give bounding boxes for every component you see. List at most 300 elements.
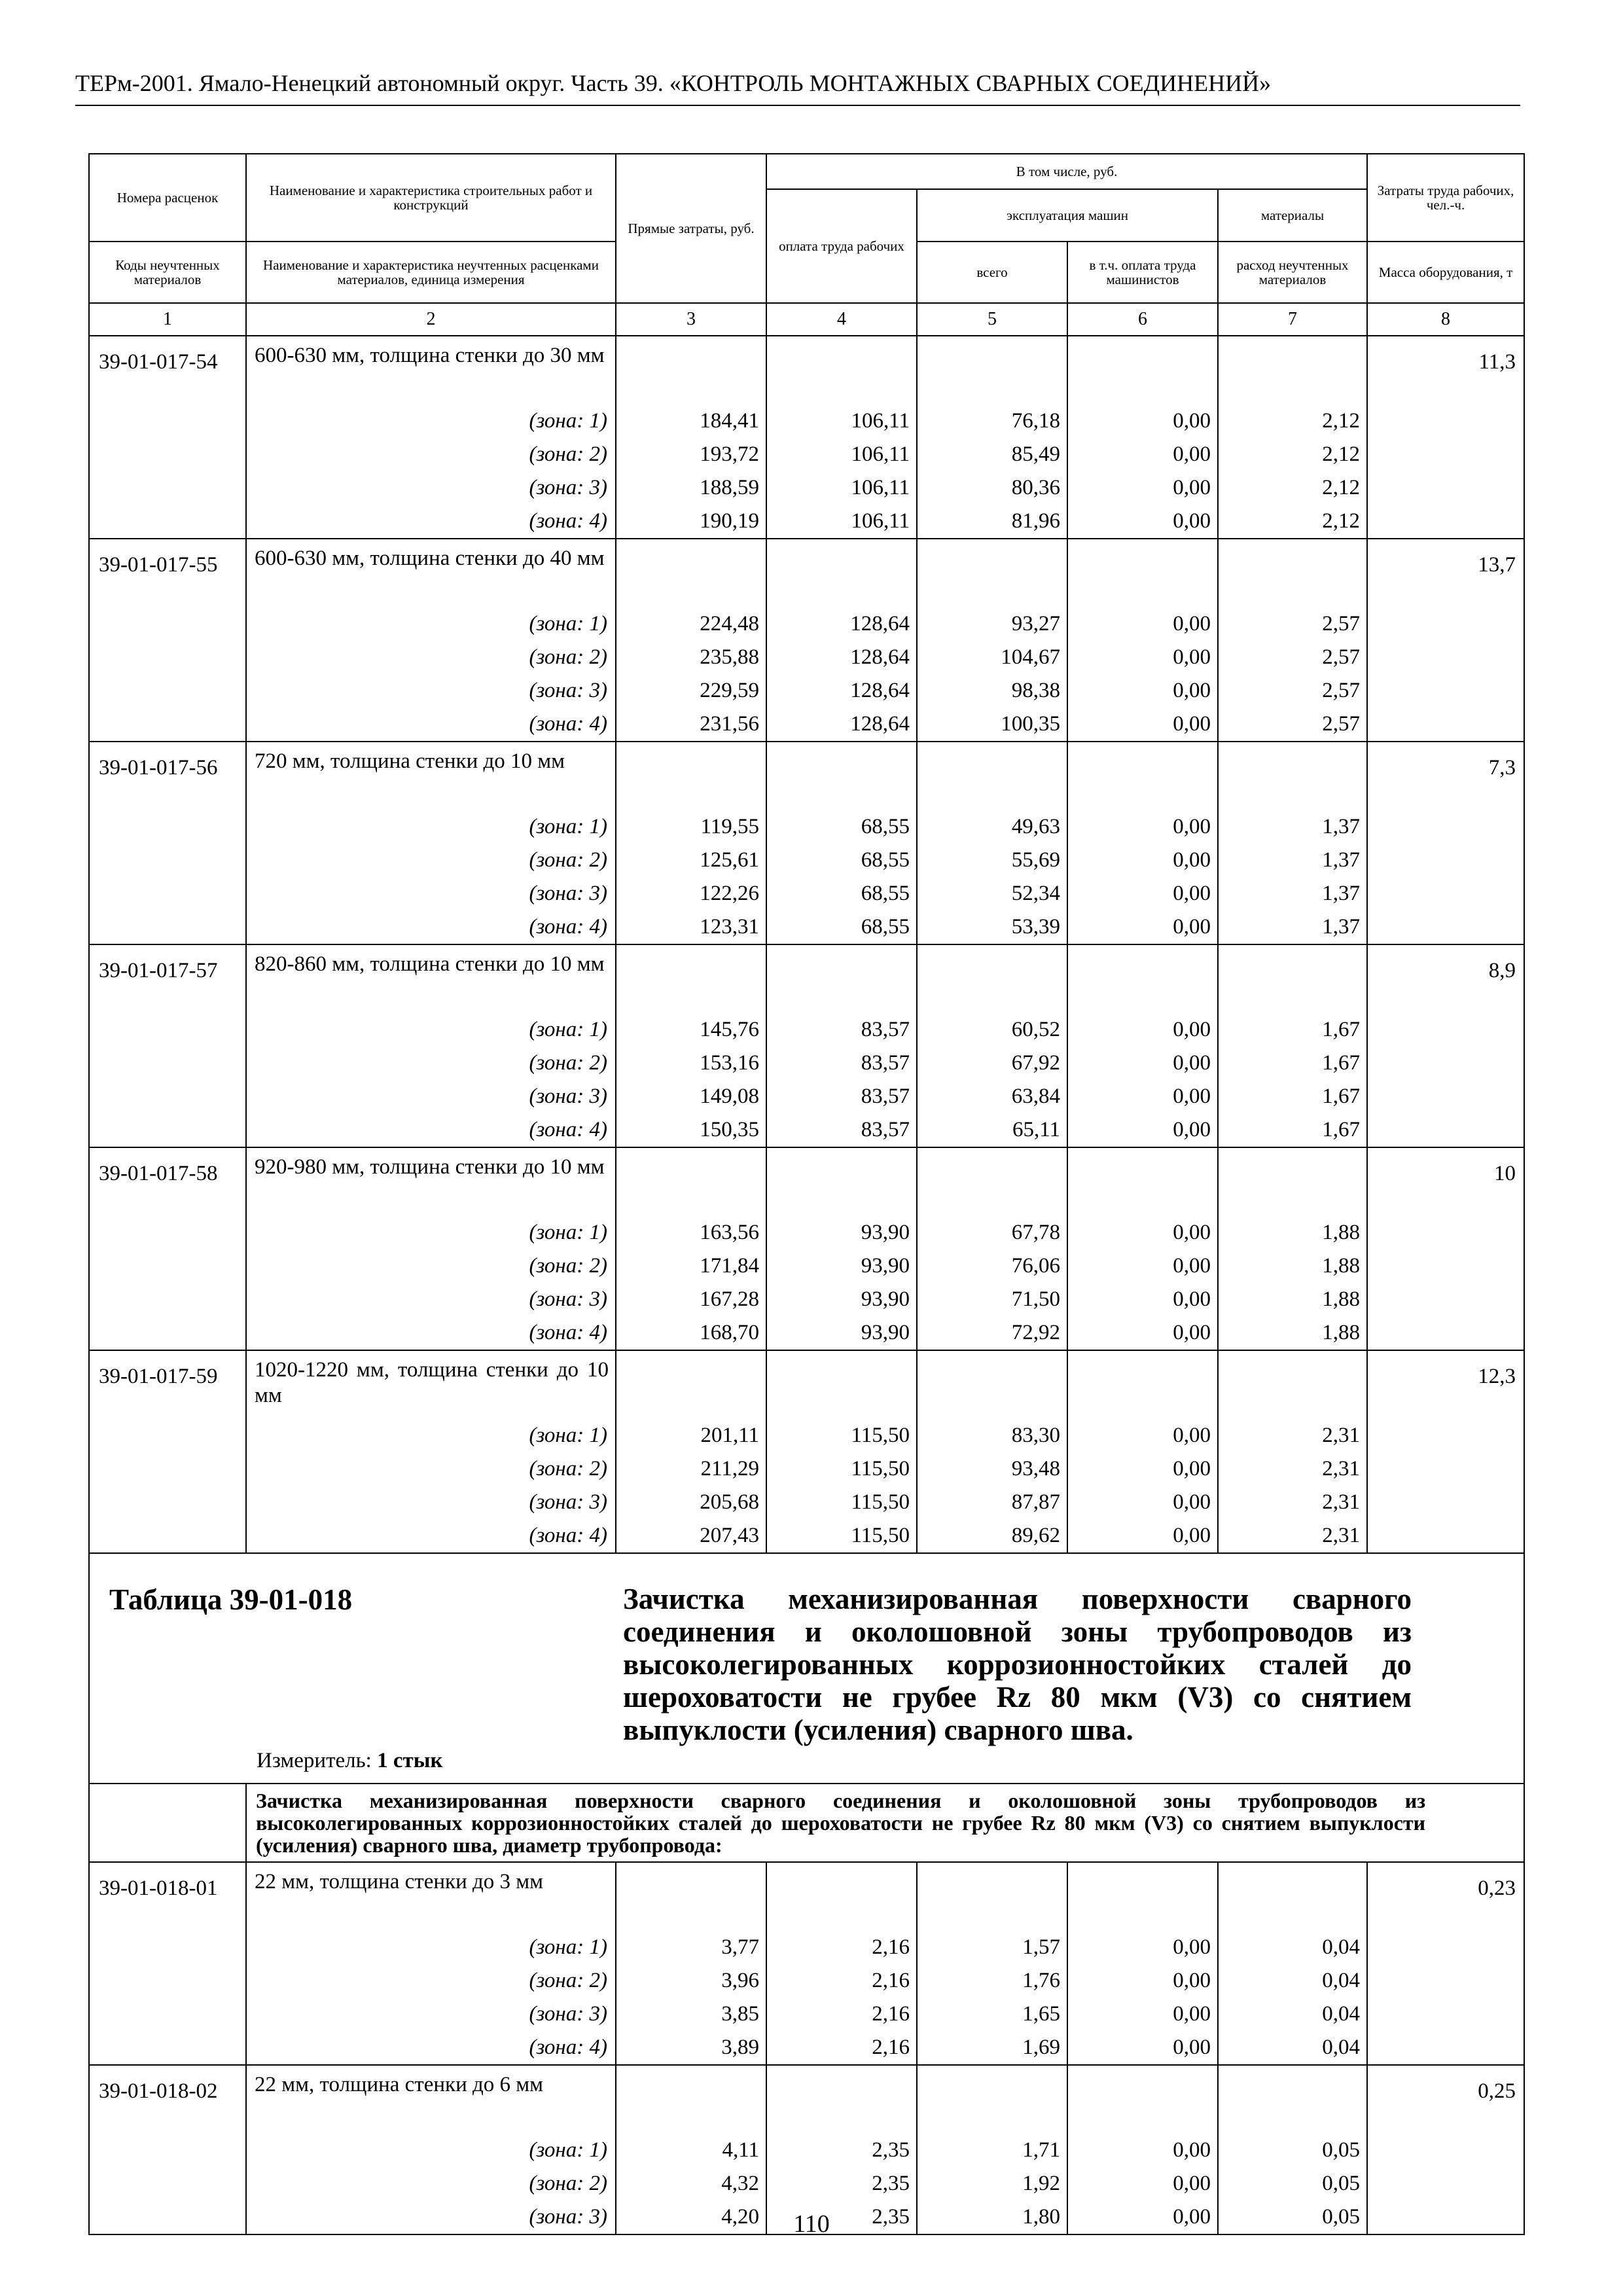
empty-cell [89, 1419, 246, 1452]
col-materials-header: материалы [1218, 189, 1367, 242]
empty-cell [1218, 539, 1367, 607]
zone-label: (зона: 4) [246, 505, 616, 539]
labor-cost: 0,23 [1367, 1862, 1524, 1931]
labor-pay: 93,90 [766, 1249, 917, 1283]
direct-cost: 235,88 [616, 641, 766, 674]
direct-cost: 168,70 [616, 1316, 766, 1350]
empty-cell [1367, 1216, 1524, 1249]
machines-total: 76,06 [917, 1249, 1067, 1283]
rate-description: 600-630 мм, толщина стенки до 40 мм [246, 539, 616, 607]
labor-pay: 106,11 [766, 404, 917, 438]
empty-cell [89, 1047, 246, 1080]
machines-operator-pay: 0,00 [1067, 708, 1218, 742]
empty-cell [89, 505, 246, 539]
zone-row [89, 1931, 1524, 1964]
empty-cell [1218, 944, 1367, 1013]
materials-cost: 1,67 [1218, 1113, 1367, 1147]
materials-cost: 0,04 [1218, 2031, 1367, 2065]
machines-operator-pay: 0,00 [1067, 2200, 1218, 2234]
empty-cell [89, 1519, 246, 1553]
empty-cell [766, 539, 917, 607]
zone-row [89, 607, 1524, 641]
empty-cell [89, 404, 246, 438]
rate-row [89, 539, 1524, 607]
machines-total: 72,92 [917, 1316, 1067, 1350]
zone-label: (зона: 2) [246, 1452, 616, 1486]
rate-description: 22 мм, толщина стенки до 6 мм [246, 2065, 616, 2134]
machines-total: 100,35 [917, 708, 1067, 742]
machines-operator-pay: 0,00 [1067, 607, 1218, 641]
machines-operator-pay: 0,00 [1067, 1216, 1218, 1249]
empty-cell [1367, 1249, 1524, 1283]
materials-cost: 1,37 [1218, 844, 1367, 877]
column-number: 3 [616, 303, 766, 336]
rate-code: 39-01-017-58 [89, 1147, 246, 1216]
machines-operator-pay: 0,00 [1067, 2134, 1218, 2167]
materials-cost: 0,05 [1218, 2167, 1367, 2200]
machines-total: 104,67 [917, 641, 1067, 674]
zone-row [89, 1998, 1524, 2031]
column-number: 7 [1218, 303, 1367, 336]
rate-code: 39-01-017-56 [89, 742, 246, 810]
header-rule [75, 105, 1520, 106]
materials-cost: 1,88 [1218, 1249, 1367, 1283]
col-material-name-header: Наименование и характеристика неучтенных расценками материалов, единица измерения [246, 242, 616, 303]
empty-cell [1218, 1350, 1367, 1419]
empty-cell [1367, 910, 1524, 944]
empty-cell [89, 2031, 246, 2065]
empty-cell [1367, 1316, 1524, 1350]
zone-row [89, 1047, 1524, 1080]
empty-cell [766, 944, 917, 1013]
zone-label: (зона: 2) [246, 1047, 616, 1080]
direct-cost: 3,96 [616, 1964, 766, 1998]
empty-cell [1218, 2065, 1367, 2134]
zone-label: (зона: 4) [246, 2031, 616, 2065]
machines-operator-pay: 0,00 [1067, 1519, 1218, 1553]
machines-total: 49,63 [917, 810, 1067, 844]
materials-cost: 2,57 [1218, 607, 1367, 641]
labor-pay: 93,90 [766, 1316, 917, 1350]
zone-label: (зона: 1) [246, 810, 616, 844]
labor-cost: 8,9 [1367, 944, 1524, 1013]
empty-cell [1367, 2134, 1524, 2167]
direct-cost: 193,72 [616, 438, 766, 471]
labor-pay: 83,57 [766, 1047, 917, 1080]
empty-cell [1367, 1998, 1524, 2031]
labor-pay: 115,50 [766, 1419, 917, 1452]
zone-label: (зона: 1) [246, 404, 616, 438]
empty-cell [1367, 1452, 1524, 1486]
rates-017-body [89, 336, 1524, 1553]
direct-cost: 205,68 [616, 1486, 766, 1519]
labor-cost: 10 [1367, 1147, 1524, 1216]
materials-cost: 2,31 [1218, 1519, 1367, 1553]
labor-cost: 12,3 [1367, 1350, 1524, 1419]
zone-row [89, 674, 1524, 708]
machines-operator-pay: 0,00 [1067, 505, 1218, 539]
machines-operator-pay: 0,00 [1067, 1931, 1218, 1964]
empty-cell [89, 810, 246, 844]
empty-cell [1067, 944, 1218, 1013]
empty-cell [89, 1452, 246, 1486]
labor-cost: 0,25 [1367, 2065, 1524, 2134]
empty-cell [1067, 1862, 1218, 1931]
empty-cell [1367, 1080, 1524, 1113]
measure-label: Измеритель: [257, 1749, 372, 1772]
labor-pay: 93,90 [766, 1283, 917, 1316]
machines-operator-pay: 0,00 [1067, 404, 1218, 438]
direct-cost: 3,89 [616, 2031, 766, 2065]
labor-pay: 115,50 [766, 1486, 917, 1519]
machines-total: 1,57 [917, 1931, 1067, 1964]
labor-pay: 83,57 [766, 1013, 917, 1047]
empty-cell [1367, 1964, 1524, 1998]
direct-cost: 4,11 [616, 2134, 766, 2167]
empty-cell [89, 708, 246, 742]
zone-label: (зона: 4) [246, 1316, 616, 1350]
materials-cost: 2,31 [1218, 1486, 1367, 1519]
direct-cost: 3,77 [616, 1931, 766, 1964]
zone-label: (зона: 3) [246, 877, 616, 910]
labor-cost: 7,3 [1367, 742, 1524, 810]
empty-cell [1367, 438, 1524, 471]
zone-row [89, 2167, 1524, 2200]
labor-pay: 115,50 [766, 1519, 917, 1553]
zone-row [89, 1964, 1524, 1998]
machines-total: 98,38 [917, 674, 1067, 708]
zone-row [89, 810, 1524, 844]
empty-cell [1367, 1047, 1524, 1080]
empty-cell [616, 2065, 766, 2134]
zone-row [89, 1486, 1524, 1519]
rate-code: 39-01-018-01 [89, 1862, 246, 1931]
empty-cell [616, 944, 766, 1013]
materials-cost: 2,12 [1218, 471, 1367, 505]
empty-cell [89, 2167, 246, 2200]
empty-cell [616, 1862, 766, 1931]
zone-row [89, 1216, 1524, 1249]
zone-label: (зона: 4) [246, 910, 616, 944]
empty-cell [1218, 1147, 1367, 1216]
machines-operator-pay: 0,00 [1067, 1316, 1218, 1350]
materials-cost: 1,67 [1218, 1047, 1367, 1080]
zone-row [89, 1080, 1524, 1113]
empty-cell [917, 1862, 1067, 1931]
rate-description: 1020-1220 мм, толщина стенки до 10 мм [246, 1350, 616, 1419]
zone-label: (зона: 1) [246, 1931, 616, 1964]
machines-total: 80,36 [917, 471, 1067, 505]
col-machines-total-header: всего [917, 242, 1067, 303]
direct-cost: 149,08 [616, 1080, 766, 1113]
direct-cost: 201,11 [616, 1419, 766, 1452]
column-number: 5 [917, 303, 1067, 336]
empty-cell [616, 742, 766, 810]
materials-cost: 1,37 [1218, 810, 1367, 844]
rate-row [89, 1147, 1524, 1216]
machines-operator-pay: 0,00 [1067, 1452, 1218, 1486]
labor-pay: 128,64 [766, 607, 917, 641]
direct-cost: 224,48 [616, 607, 766, 641]
machines-operator-pay: 0,00 [1067, 1047, 1218, 1080]
empty-cell [1367, 1113, 1524, 1147]
machines-total: 55,69 [917, 844, 1067, 877]
direct-cost: 167,28 [616, 1283, 766, 1316]
machines-operator-pay: 0,00 [1067, 438, 1218, 471]
materials-cost: 1,88 [1218, 1316, 1367, 1350]
machines-operator-pay: 0,00 [1067, 1013, 1218, 1047]
zone-label: (зона: 3) [246, 1998, 616, 2031]
empty-cell [1367, 708, 1524, 742]
empty-cell [89, 1249, 246, 1283]
empty-cell [1367, 607, 1524, 641]
zone-row [89, 844, 1524, 877]
rate-description: 820-860 мм, толщина стенки до 10 мм [246, 944, 616, 1013]
empty-cell [1367, 1519, 1524, 1553]
page-number: 110 [793, 2210, 830, 2238]
table-018-label: Таблица 39-01-018 [109, 1583, 353, 1616]
table-018-heading: Зачистка механизированная поверхности сварного соединения и околошовной зоны трубопроводов из высоколегированных коррозионностойких сталей до шероховатости не грубее Rz 80 мкм (V3) со снятием выпуклости (усиления) сварного шва. [623, 1583, 1412, 1746]
labor-pay: 83,57 [766, 1080, 917, 1113]
included-header: В том числе, руб. [766, 154, 1367, 189]
empty-cell [917, 742, 1067, 810]
labor-cost: 13,7 [1367, 539, 1524, 607]
materials-cost: 2,12 [1218, 438, 1367, 471]
empty-cell [1367, 1931, 1524, 1964]
machines-total: 93,48 [917, 1452, 1067, 1486]
empty-cell [1367, 2167, 1524, 2200]
machines-total: 60,52 [917, 1013, 1067, 1047]
machines-operator-pay: 0,00 [1067, 1080, 1218, 1113]
column-number: 2 [246, 303, 616, 336]
empty-cell [89, 877, 246, 910]
empty-cell [89, 1080, 246, 1113]
zone-label: (зона: 3) [246, 674, 616, 708]
empty-cell [766, 336, 917, 404]
labor-pay: 106,11 [766, 471, 917, 505]
materials-cost: 1,37 [1218, 877, 1367, 910]
empty-cell [89, 607, 246, 641]
labor-pay: 93,90 [766, 1216, 917, 1249]
empty-cell [89, 844, 246, 877]
labor-pay: 2,16 [766, 1964, 917, 1998]
col-materials-use-header: расход неучтенных материалов [1218, 242, 1367, 303]
labor-pay: 128,64 [766, 641, 917, 674]
direct-cost: 4,20 [616, 2200, 766, 2234]
empty-cell [89, 1316, 246, 1350]
empty-cell [1067, 742, 1218, 810]
rate-code: 39-01-017-55 [89, 539, 246, 607]
empty-cell [89, 1486, 246, 1519]
rate-row [89, 742, 1524, 810]
col-work-name-header: Наименование и характеристика строительных работ и конструкций [246, 154, 616, 242]
empty-cell [917, 1350, 1067, 1419]
direct-cost: 4,32 [616, 2167, 766, 2200]
zone-row [89, 438, 1524, 471]
labor-pay: 68,55 [766, 844, 917, 877]
empty-cell [766, 1350, 917, 1419]
machines-operator-pay: 0,00 [1067, 1113, 1218, 1147]
machines-total: 76,18 [917, 404, 1067, 438]
machines-total: 1,92 [917, 2167, 1067, 2200]
direct-cost: 188,59 [616, 471, 766, 505]
empty-cell [89, 438, 246, 471]
machines-operator-pay: 0,00 [1067, 844, 1218, 877]
machines-operator-pay: 0,00 [1067, 1486, 1218, 1519]
materials-cost: 0,04 [1218, 1998, 1367, 2031]
zone-label: (зона: 1) [246, 1419, 616, 1452]
empty-cell [917, 2065, 1067, 2134]
machines-total: 53,39 [917, 910, 1067, 944]
machines-operator-pay: 0,00 [1067, 877, 1218, 910]
empty-cell [89, 641, 246, 674]
rate-row [89, 1862, 1524, 1931]
machines-total: 85,49 [917, 438, 1067, 471]
labor-pay: 128,64 [766, 674, 917, 708]
empty-cell [1067, 539, 1218, 607]
empty-cell [1367, 641, 1524, 674]
machines-total: 87,87 [917, 1486, 1067, 1519]
machines-operator-pay: 0,00 [1067, 1419, 1218, 1452]
col-direct-cost-header: Прямые затраты, руб. [616, 154, 766, 303]
zone-label: (зона: 1) [246, 1013, 616, 1047]
direct-cost: 119,55 [616, 810, 766, 844]
direct-cost: 229,59 [616, 674, 766, 708]
col-labor-pay-header: оплата труда рабочих [766, 189, 917, 303]
materials-cost: 2,57 [1218, 708, 1367, 742]
zone-row [89, 910, 1524, 944]
empty-cell [766, 1862, 917, 1931]
empty-cell [616, 1147, 766, 1216]
empty-cell [766, 2065, 917, 2134]
zone-row [89, 505, 1524, 539]
direct-cost: 125,61 [616, 844, 766, 877]
machines-total: 1,76 [917, 1964, 1067, 1998]
zone-row [89, 404, 1524, 438]
machines-operator-pay: 0,00 [1067, 810, 1218, 844]
empty-cell [89, 1013, 246, 1047]
zone-row [89, 877, 1524, 910]
labor-pay: 2,35 [766, 2200, 917, 2234]
direct-cost: 207,43 [616, 1519, 766, 1553]
zone-row [89, 708, 1524, 742]
labor-pay: 68,55 [766, 877, 917, 910]
zone-label: (зона: 2) [246, 641, 616, 674]
machines-total: 65,11 [917, 1113, 1067, 1147]
direct-cost: 211,29 [616, 1452, 766, 1486]
rates-018-body [89, 1862, 1524, 2234]
zone-label: (зона: 2) [246, 438, 616, 471]
empty-cell [1067, 336, 1218, 404]
zone-label: (зона: 3) [246, 1486, 616, 1519]
machines-total: 63,84 [917, 1080, 1067, 1113]
rate-row [89, 1350, 1524, 1419]
empty-cell [89, 1964, 246, 1998]
empty-cell [1367, 1283, 1524, 1316]
materials-cost: 2,31 [1218, 1452, 1367, 1486]
col-material-codes-header: Коды неучтенных материалов [89, 242, 246, 303]
col-machines-pay-header: в т.ч. оплата труда машинистов [1067, 242, 1218, 303]
zone-row [89, 1519, 1524, 1553]
measure-value: 1 стык [377, 1749, 443, 1772]
machines-total: 52,34 [917, 877, 1067, 910]
empty-cell [1218, 336, 1367, 404]
machines-header: эксплуатация машин [917, 189, 1218, 242]
machines-total: 93,27 [917, 607, 1067, 641]
rate-description: 600-630 мм, толщина стенки до 30 мм [246, 336, 616, 404]
labor-pay: 2,16 [766, 1998, 917, 2031]
zone-label: (зона: 2) [246, 1249, 616, 1283]
column-number: 8 [1367, 303, 1524, 336]
empty-cell [1367, 1486, 1524, 1519]
machines-total: 89,62 [917, 1519, 1067, 1553]
zone-row [89, 1013, 1524, 1047]
rate-description: 22 мм, толщина стенки до 3 мм [246, 1862, 616, 1931]
running-title: ТЕРм-2001. Ямало-Ненецкий автономный округ. Часть 39. «КОНТРОЛЬ МОНТАЖНЫХ СВАРНЫХ СОЕДИНЕНИЙ» [75, 70, 1272, 96]
zone-row [89, 641, 1524, 674]
table-018-subheading-row [89, 1784, 1524, 1862]
machines-operator-pay: 0,00 [1067, 910, 1218, 944]
empty-cell [89, 471, 246, 505]
machines-operator-pay: 0,00 [1067, 1964, 1218, 1998]
empty-cell [917, 944, 1067, 1013]
materials-cost: 0,05 [1218, 2200, 1367, 2234]
empty-cell [1367, 505, 1524, 539]
machines-total: 67,78 [917, 1216, 1067, 1249]
empty-cell [616, 539, 766, 607]
empty-cell [917, 336, 1067, 404]
zone-row [89, 2134, 1524, 2167]
labor-pay: 128,64 [766, 708, 917, 742]
zone-label: (зона: 3) [246, 1283, 616, 1316]
machines-total: 81,96 [917, 505, 1067, 539]
materials-cost: 1,88 [1218, 1216, 1367, 1249]
machines-operator-pay: 0,00 [1067, 2167, 1218, 2200]
column-numbers-row [89, 303, 1524, 336]
materials-cost: 2,57 [1218, 641, 1367, 674]
empty-cell [1067, 1350, 1218, 1419]
column-number: 6 [1067, 303, 1218, 336]
materials-cost: 1,37 [1218, 910, 1367, 944]
zone-row [89, 471, 1524, 505]
col-rate-number-header: Номера расценок [89, 154, 246, 242]
materials-cost: 0,04 [1218, 1964, 1367, 1998]
empty-cell [766, 742, 917, 810]
empty-cell [917, 539, 1067, 607]
zone-row [89, 1316, 1524, 1350]
empty-cell [1218, 1862, 1367, 1931]
empty-cell [1367, 471, 1524, 505]
labor-pay: 68,55 [766, 910, 917, 944]
column-number: 1 [89, 303, 246, 336]
empty-cell [766, 1147, 917, 1216]
zone-label: (зона: 3) [246, 2200, 616, 2234]
direct-cost: 123,31 [616, 910, 766, 944]
zone-row [89, 1249, 1524, 1283]
empty-cell [1367, 1013, 1524, 1047]
materials-cost: 2,31 [1218, 1419, 1367, 1452]
zone-row [89, 1419, 1524, 1452]
rate-description: 720 мм, толщина стенки до 10 мм [246, 742, 616, 810]
machines-operator-pay: 0,00 [1067, 674, 1218, 708]
empty-cell [89, 1998, 246, 2031]
empty-cell [89, 1216, 246, 1249]
col-labor-header: Затраты труда рабочих, чел.-ч. [1367, 154, 1524, 242]
rate-code: 39-01-017-54 [89, 336, 246, 404]
zone-label: (зона: 4) [246, 1519, 616, 1553]
zone-label: (зона: 1) [246, 2134, 616, 2167]
table-018-title-row [89, 1553, 1524, 1784]
